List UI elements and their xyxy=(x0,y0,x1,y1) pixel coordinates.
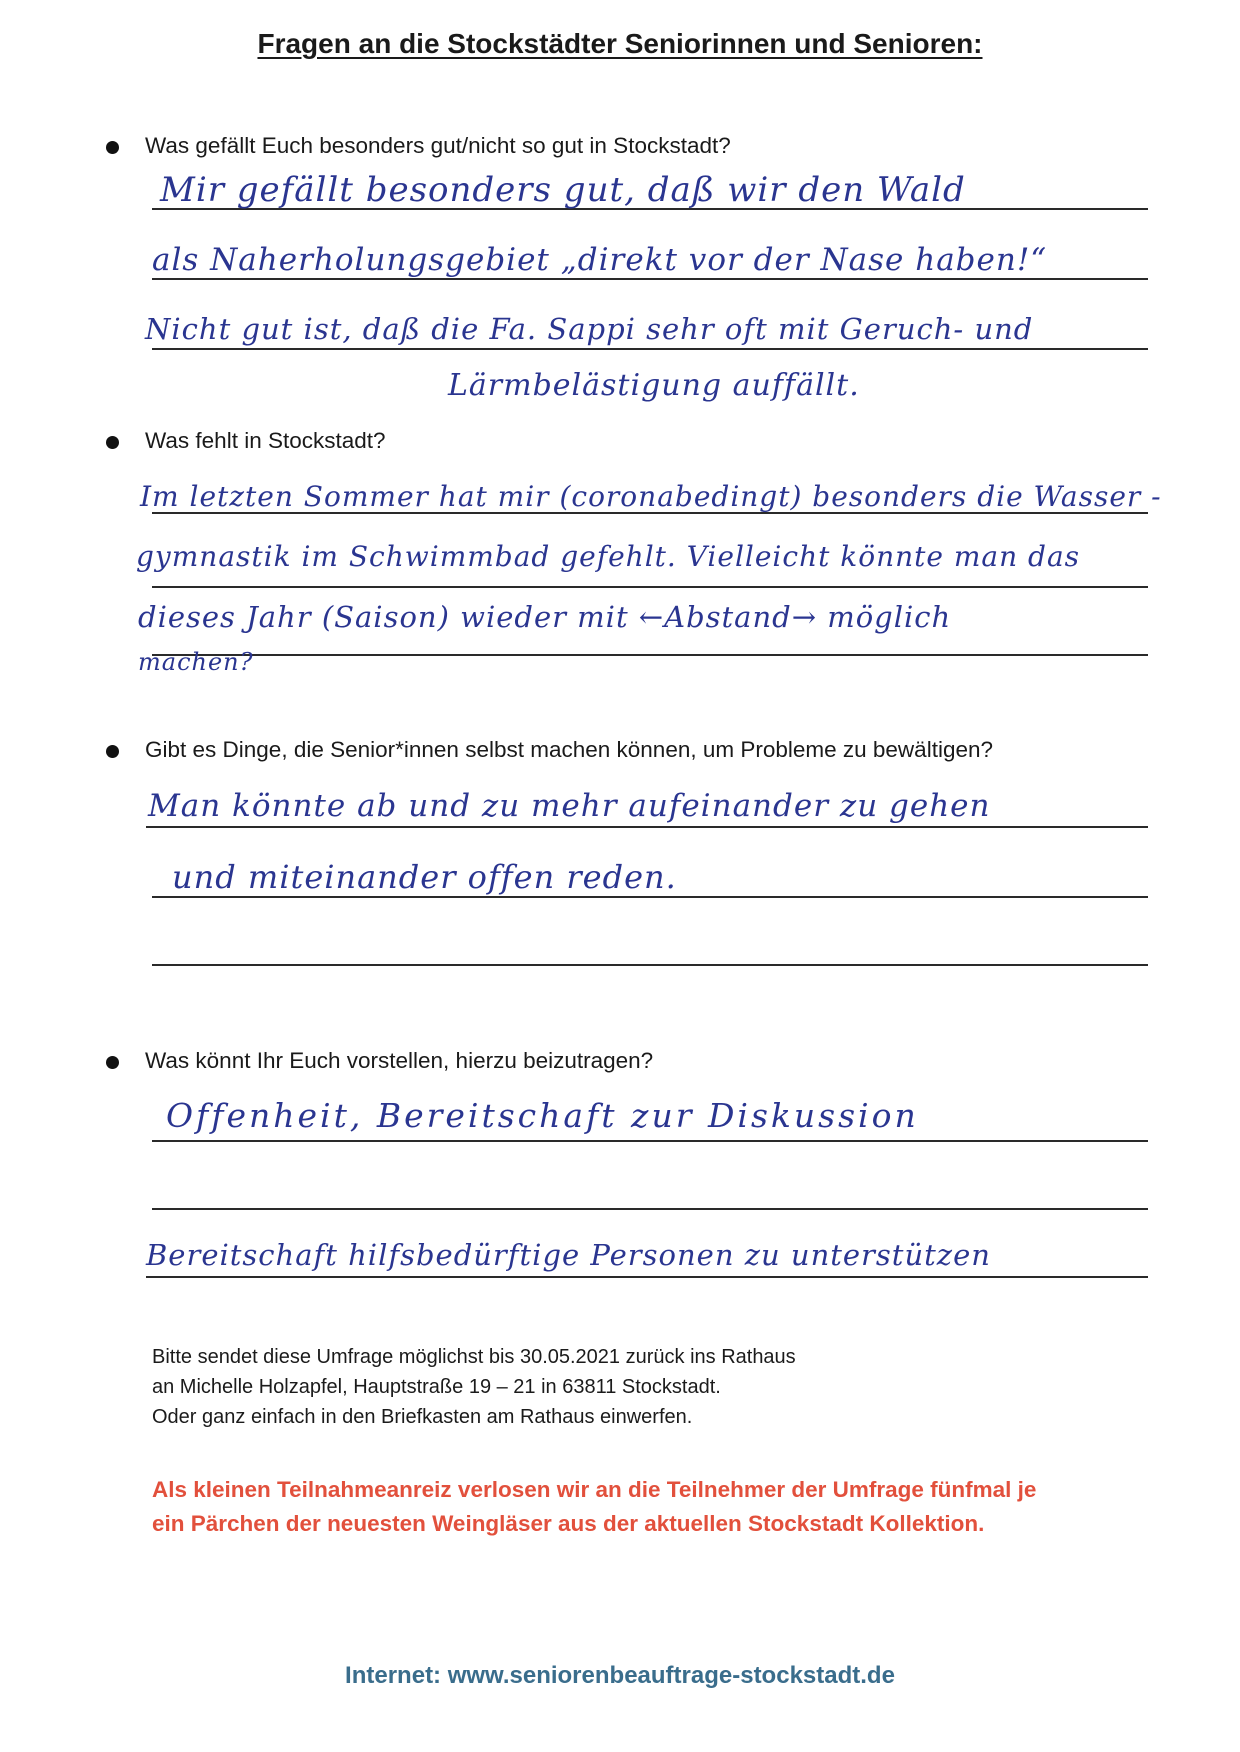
instruction-line: Bitte sendet diese Umfrage möglichst bis 30.05.2021 zurück ins Rathaus xyxy=(152,1346,796,1368)
question-text: Was fehlt in Stockstadt? xyxy=(145,428,386,453)
answer-line xyxy=(152,896,1148,898)
instruction-line: Oder ganz einfach in den Briefkasten am Rathaus einwerfen. xyxy=(152,1406,693,1428)
answer-line xyxy=(152,1140,1148,1142)
answer-line xyxy=(152,278,1148,280)
handwritten-answer: Lärmbelästigung auffällt. xyxy=(448,368,860,403)
handwritten-answer: Bereitschaft hilfsbedürftige Personen zu unterstützen xyxy=(146,1238,991,1272)
handwritten-answer: machen? xyxy=(138,648,254,676)
question-text: Was könnt Ihr Euch vorstellen, hierzu beizutragen? xyxy=(145,1048,654,1073)
handwritten-answer: und miteinander offen reden. xyxy=(172,858,677,896)
bullet-icon xyxy=(106,745,119,758)
answer-line xyxy=(152,1208,1148,1210)
question-text: Gibt es Dinge, die Senior*innen selbst machen können, um Probleme zu bewältigen? xyxy=(145,737,994,762)
page-title: Fragen an die Stockstädter Seniorinnen und Senioren: xyxy=(257,28,983,59)
bullet-icon xyxy=(106,1056,119,1069)
prize-line: Als kleinen Teilnahmeanreiz verlosen wir an die Teilnehmer der Umfrage fünfmal je xyxy=(152,1477,1037,1502)
handwritten-answer: gymnastik im Schwimmbad gefehlt. Vielleicht könnte man das xyxy=(136,540,1081,573)
answer-line xyxy=(146,826,1148,828)
handwritten-answer: Mir gefällt besonders gut, daß wir den Wald xyxy=(160,170,966,210)
answer-line xyxy=(152,586,1148,588)
handwritten-answer: Offenheit, Bereitschaft zur Diskussion xyxy=(166,1096,919,1135)
handwritten-answer: Im letzten Sommer hat mir (coronabedingt) besonders die Wasser - xyxy=(140,480,1162,513)
answer-line xyxy=(152,964,1148,966)
answer-line xyxy=(146,1276,1148,1278)
bullet-icon xyxy=(106,436,119,449)
handwritten-answer: Nicht gut ist, daß die Fa. Sappi sehr oft mit Geruch- und xyxy=(145,312,1034,346)
handwritten-answer: als Naherholungsgebiet „direkt vor der Nase haben!“ xyxy=(152,242,1048,278)
internet-link[interactable]: Internet: www.seniorenbeauftrage-stockstadt.de xyxy=(345,1662,895,1689)
bullet-icon xyxy=(106,141,119,154)
handwritten-answer: dieses Jahr (Saison) wieder mit ←Abstand→ möglich xyxy=(138,600,952,634)
answer-line xyxy=(152,348,1148,350)
handwritten-answer: Man könnte ab und zu mehr aufeinander zu gehen xyxy=(148,788,991,824)
prize-line: ein Pärchen der neuesten Weingläser aus der aktuellen Stockstadt Kollektion. xyxy=(152,1511,985,1536)
question-text: Was gefällt Euch besonders gut/nicht so gut in Stockstadt? xyxy=(145,133,731,158)
answer-line xyxy=(152,654,1148,656)
instruction-line: an Michelle Holzapfel, Hauptstraße 19 – 21 in 63811 Stockstadt. xyxy=(152,1376,721,1398)
